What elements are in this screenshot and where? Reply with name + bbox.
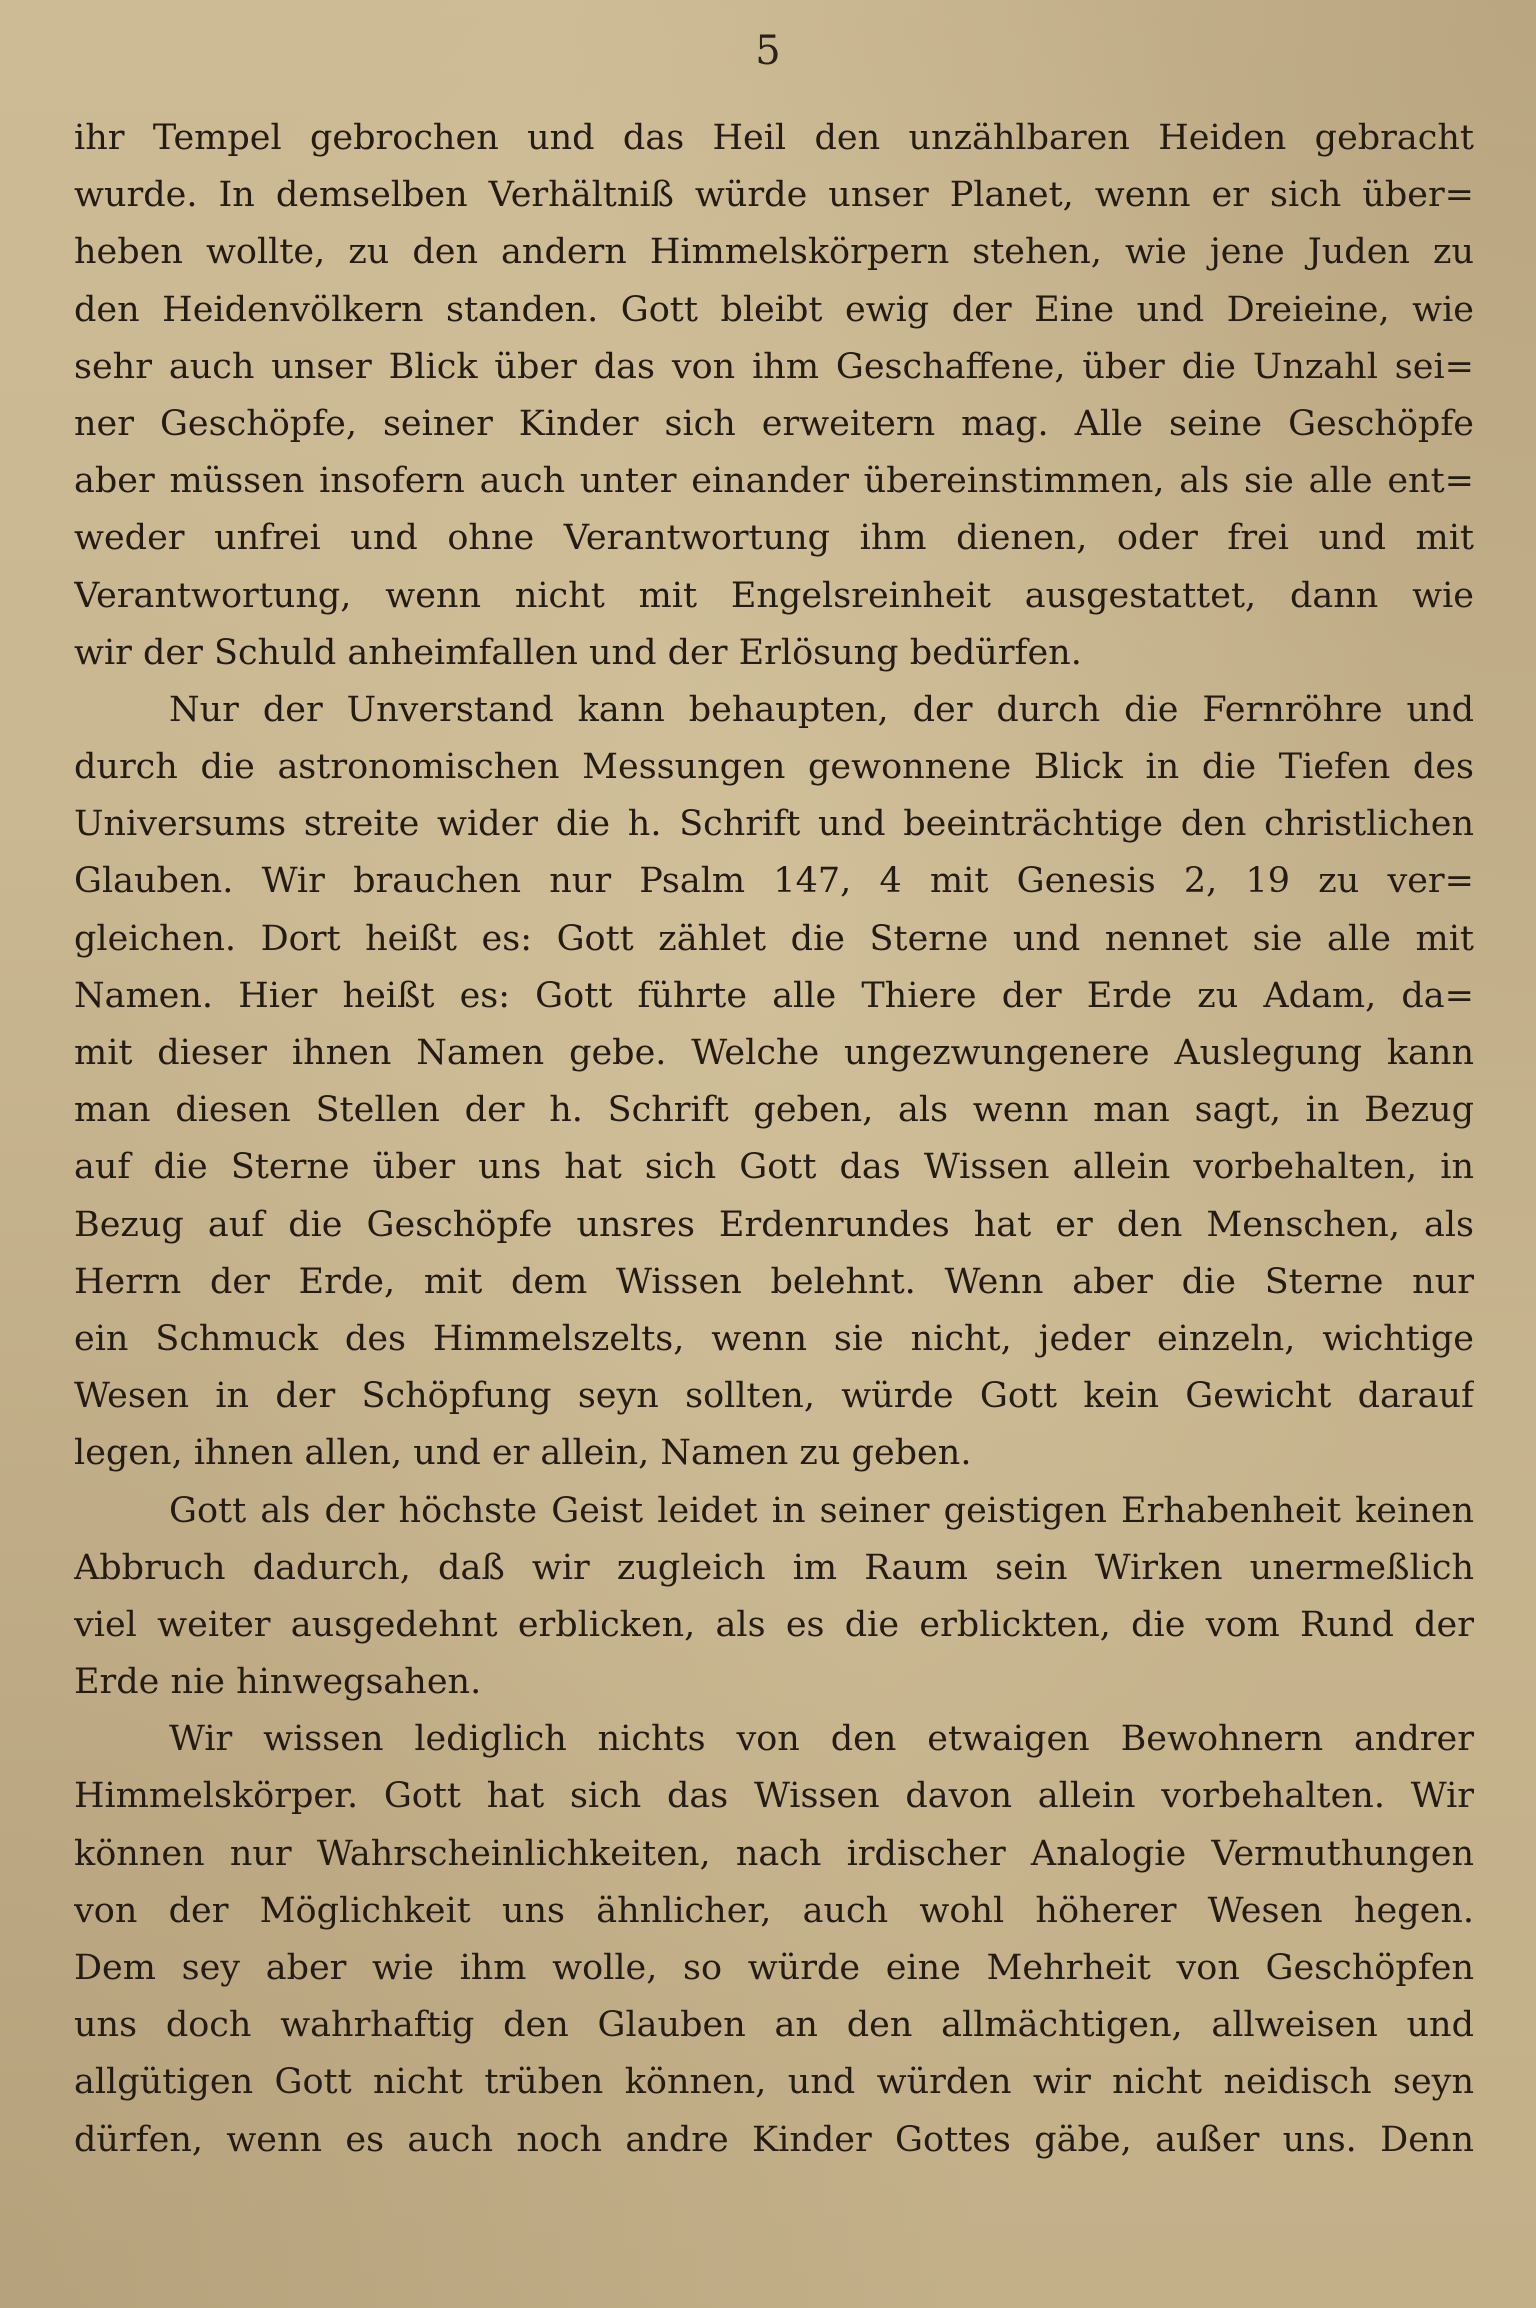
text-line: durch die astronomischen Messungen gewonnene Blick in die Tiefen des: [74, 747, 1474, 788]
text-line: Verantwortung, wenn nicht mit Engelsreinheit ausgestattet, dann wie: [74, 575, 1474, 616]
text-line: von der Möglichkeit uns ähnlicher, auch wohl höherer Wesen hegen.: [74, 1890, 1474, 1931]
text-line: dürfen, wenn es auch noch andre Kinder Gottes gäbe, außer uns. Denn: [74, 2119, 1474, 2160]
text-line: sehr auch unser Blick über das von ihm Geschaffene, über die Unzahl sei=: [74, 346, 1474, 387]
text-line: heben wollte, zu den andern Himmelskörpern stehen, wie jene Juden zu: [74, 232, 1474, 273]
text-line: Gott als der höchste Geist leidet in seiner geistigen Erhabenheit keinen: [169, 1490, 1474, 1531]
text-line: weder unfrei und ohne Verantwortung ihm dienen, oder frei und mit: [74, 518, 1474, 559]
text-line: legen, ihnen allen, und er allein, Namen zu geben.: [74, 1433, 972, 1474]
paragraph: [74, 682, 1474, 1483]
text-line: allgütigen Gott nicht trüben können, und würden wir nicht neidisch seyn: [74, 2062, 1474, 2103]
text-line: Abbruch dadurch, daß wir zugleich im Raum sein Wirken unermeßlich: [74, 1547, 1474, 1588]
text-line: viel weiter ausgedehnt erblicken, als es die erblickten, die vom Rund der: [74, 1604, 1474, 1645]
text-line: Bezug auf die Geschöpfe unsres Erdenrundes hat er den Menschen, als: [74, 1204, 1474, 1245]
page-number: 5: [755, 28, 781, 74]
text-line: Herrn der Erde, mit dem Wissen belehnt. Wenn aber die Sterne nur: [74, 1261, 1474, 1302]
text-line: uns doch wahrhaftig den Glauben an den allmächtigen, allweisen und: [74, 2005, 1474, 2046]
text-line: Erde nie hinwegsahen.: [74, 1662, 482, 1703]
text-line: können nur Wahrscheinlichkeiten, nach irdischer Analogie Vermuthungen: [74, 1833, 1474, 1874]
text-line: Nur der Unverstand kann behaupten, der durch die Fernröhre und: [169, 689, 1474, 730]
paragraph: [74, 110, 1474, 682]
text-line: mit dieser ihnen Namen gebe. Welche ungezwungenere Auslegung kann: [74, 1033, 1474, 1073]
text-line: Universums streite wider die h. Schrift und beeinträchtige den christlichen: [74, 804, 1474, 845]
text-line: auf die Sterne über uns hat sich Gott das Wissen allein vorbehalten, in: [74, 1147, 1474, 1188]
text-line: Himmelskörper. Gott hat sich das Wissen davon allein vorbehalten. Wir: [74, 1776, 1474, 1817]
text-line: ein Schmuck des Himmelszelts, wenn sie nicht, jeder einzeln, wichtige: [74, 1318, 1474, 1359]
text-line: wir der Schuld anheimfallen und der Erlösung bedürfen.: [74, 632, 1082, 673]
text-line: Wesen in der Schöpfung seyn sollten, würde Gott kein Gewicht darauf: [74, 1376, 1474, 1417]
text-line: aber müssen insofern auch unter einander übereinstimmen, als sie alle ent=: [74, 461, 1474, 502]
text-line: gleichen. Dort heißt es: Gott zählet die Sterne und nennet sie alle mit: [74, 918, 1474, 959]
text-line: Dem sey aber wie ihm wolle, so würde eine Mehrheit von Geschöpfen: [74, 1948, 1474, 1988]
text-line: Wir wissen lediglich nichts von den etwaigen Bewohnern andrer: [169, 1719, 1474, 1760]
paragraph: [74, 1483, 1474, 1712]
paragraph: [74, 1711, 1474, 2169]
body-text: [74, 110, 1474, 2169]
text-line: ner Geschöpfe, seiner Kinder sich erweitern mag. Alle seine Geschöpfe: [74, 403, 1474, 444]
text-line: Glauben. Wir brauchen nur Psalm 147, 4 mit Genesis 2, 19 zu ver=: [74, 861, 1474, 902]
text-line: wurde. In demselben Verhältniß würde unser Planet, wenn er sich über=: [74, 175, 1474, 216]
text-line: den Heidenvölkern standen. Gott bleibt ewig der Eine und Dreieine, wie: [74, 289, 1474, 330]
text-line: ihr Tempel gebrochen und das Heil den unzählbaren Heiden gebracht: [74, 118, 1474, 158]
text-line: Namen. Hier heißt es: Gott führte alle Thiere der Erde zu Adam, da=: [74, 975, 1474, 1016]
text-line: man diesen Stellen der h. Schrift geben, als wenn man sagt, in Bezug: [74, 1090, 1474, 1131]
